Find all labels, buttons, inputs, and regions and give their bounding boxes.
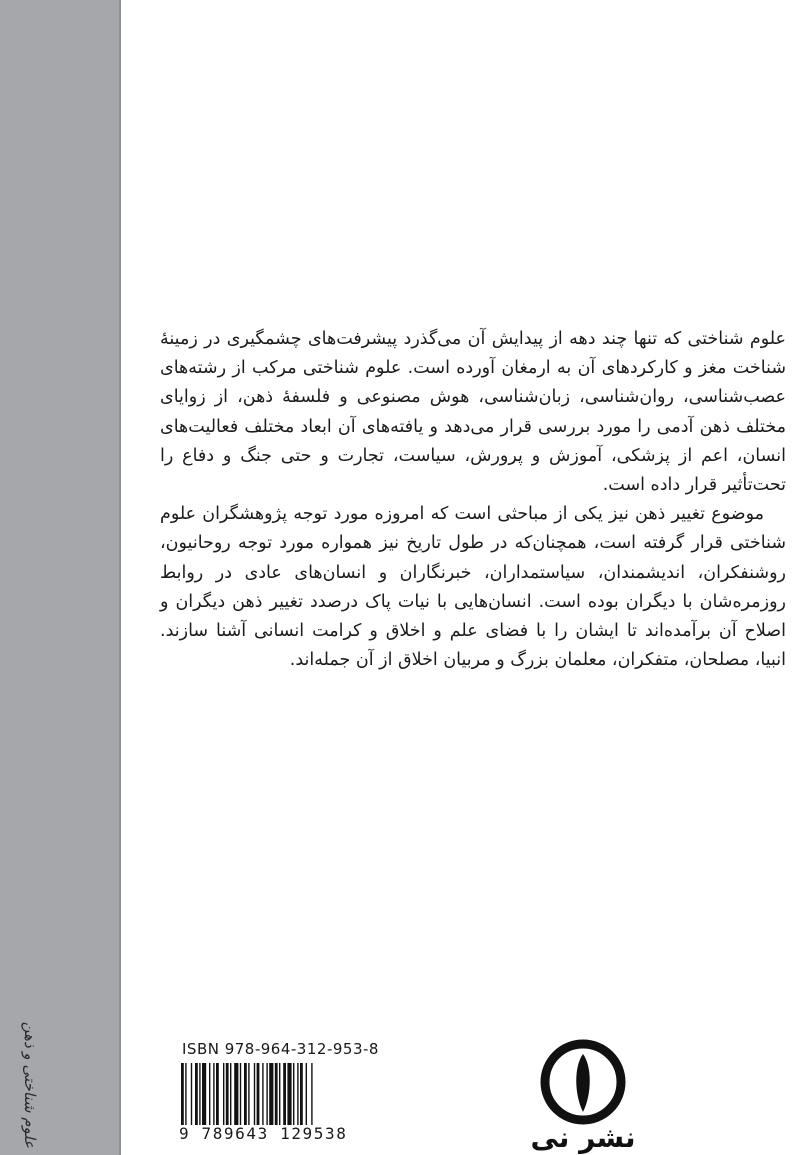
barcode-bar	[300, 1063, 303, 1125]
cover-spine	[0, 0, 121, 1155]
publisher-name: نشر نی	[530, 1121, 636, 1154]
barcode-bar	[254, 1063, 255, 1125]
barcode-bar	[185, 1063, 186, 1125]
barcode-bar	[311, 1063, 312, 1125]
barcode-bar	[191, 1063, 192, 1125]
barcode-bar	[297, 1063, 298, 1125]
barcode-bar	[199, 1063, 200, 1125]
barcode-bar	[244, 1063, 247, 1125]
barcode-bar	[266, 1063, 267, 1125]
barcode-bar	[293, 1063, 294, 1125]
spine-edge	[119, 0, 121, 1155]
barcode-bar	[230, 1063, 231, 1125]
barcode-bar	[216, 1063, 219, 1125]
barcode-bar	[181, 1063, 184, 1125]
barcode-bar	[275, 1063, 278, 1125]
barcode-bar	[213, 1063, 214, 1125]
barcode-bar	[287, 1063, 291, 1125]
book-description	[160, 325, 786, 675]
barcode-bar	[279, 1063, 280, 1125]
barcode-bar	[248, 1063, 249, 1125]
barcode-bar	[262, 1063, 263, 1125]
handwritten-note: علوم شناختی و ذهن	[21, 1021, 39, 1149]
barcode-digits: 9 789643 129538	[179, 1124, 348, 1143]
barcode-bar	[306, 1063, 307, 1125]
isbn-label: ISBN 978-964-312-953-8	[182, 1040, 379, 1058]
barcode-bar	[209, 1063, 210, 1125]
barcode-bar	[234, 1063, 238, 1125]
nashr-ney-logo-icon	[538, 1036, 628, 1128]
barcode-bar	[202, 1063, 206, 1125]
isbn-barcode	[181, 1063, 363, 1125]
description-paragraph-2: موضوع تغییر ذهن نیز یکی از مباحثی است که امروزه مورد توجه پژوهشگران علوم شناختی قرار گرفته است، همچنان‌که در طول تاریخ نیز همواره مورد توجه روحانیون، روشنفکران، اندیشمندان، سیاستمداران، خبرنگاران و انسان‌های عادی در روابط روزمره‌شان با دیگران بوده است. انسان‌هایی با نیات پاک درصدد تغییر ذهن دیگران و اصلاح آن برآمده‌اند تا ایشان را با فضای علم و اخلاق و کرامت انسانی آشنا سازند. انبیا، مصلحان، متفکران، معلمان بزرگ و مربیان اخلاق از آن جمله‌اند.	[160, 504, 786, 671]
barcode-bar	[240, 1063, 241, 1125]
barcode-bar	[223, 1063, 224, 1125]
barcode-bar	[269, 1063, 273, 1125]
barcode-bar	[195, 1063, 198, 1125]
description-paragraph-1: علوم شناختی که تنها چند دهه از پیدایش آن می‌گذرد پیشرفت‌های چشمگیری در زمینهٔ شناخت مغز و کارکردهای آن به ارمغان آورده است. علوم شناختی مرکب از رشته‌های عصب‌شناسی، روان‌شناسی، زبان‌شناسی، هوش مصنوعی و فلسفهٔ ذهن، از زوایای مختلف ذهن آدمی را مورد بررسی قرار می‌دهد و یافته‌های آن ابعاد مختلف فعالیت‌های انسان، اعم از پزشکی، آموزش و پرورش، سیاست، تجارت و حتی جنگ و دفاع را تحت‌تأثیر قرار داده است.	[160, 329, 786, 496]
barcode-bar	[283, 1063, 286, 1125]
barcode-bar	[257, 1063, 260, 1125]
barcode-bar	[226, 1063, 229, 1125]
